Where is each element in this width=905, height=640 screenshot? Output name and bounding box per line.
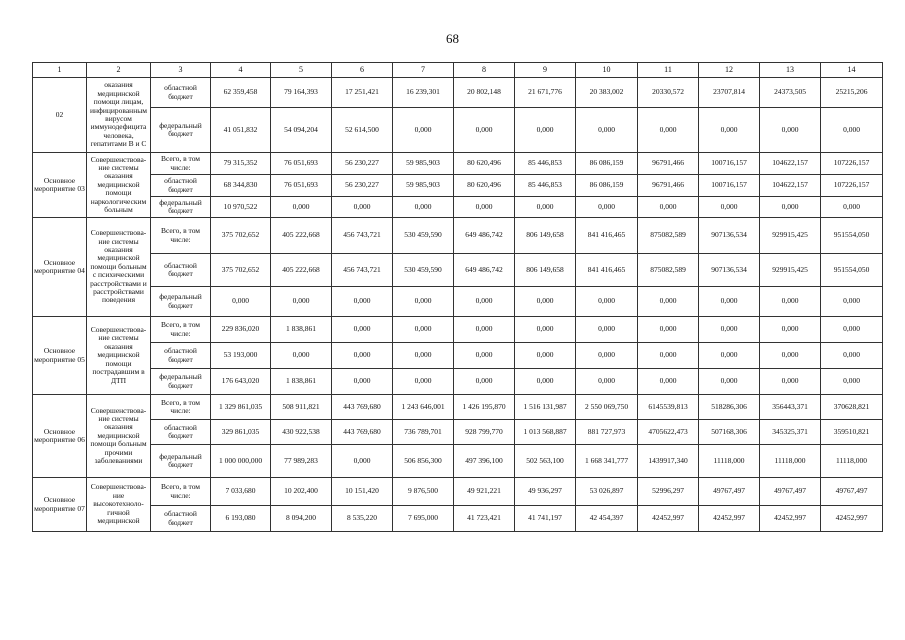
amount-cell: 375 702,652 (211, 218, 271, 254)
amount-cell: 1 329 861,035 (211, 395, 271, 420)
amount-cell: 928 799,770 (454, 420, 515, 445)
table-row (33, 317, 883, 343)
amount-cell: 21 671,776 (515, 78, 576, 108)
amount-cell: 229 836,020 (211, 317, 271, 343)
amount-cell: 0,000 (271, 343, 332, 369)
amount-cell: 0,000 (332, 287, 393, 317)
amount-cell: 0,000 (393, 287, 454, 317)
amount-cell: 0,000 (393, 343, 454, 369)
amount-cell: 96791,466 (638, 153, 699, 175)
amount-cell: 0,000 (760, 343, 821, 369)
amount-cell: 68 344,830 (211, 175, 271, 197)
table-row (33, 254, 883, 287)
amount-cell: 907136,534 (699, 254, 760, 287)
amount-cell: 0,000 (454, 197, 515, 218)
amount-cell: 0,000 (699, 343, 760, 369)
amount-cell: 42452,997 (821, 506, 883, 532)
amount-cell: 107226,157 (821, 153, 883, 175)
table-row (33, 287, 883, 317)
amount-cell: 951554,050 (821, 254, 883, 287)
column-header: 3 (151, 63, 211, 78)
column-header: 8 (454, 63, 515, 78)
activity-code: Основное мероприятие 07 (33, 478, 87, 532)
amount-cell: 0,000 (515, 369, 576, 395)
amount-cell: 85 446,853 (515, 153, 576, 175)
amount-cell: 86 086,159 (576, 175, 638, 197)
amount-cell: 951554,050 (821, 218, 883, 254)
funding-source: областной бюджет (151, 78, 211, 108)
amount-cell: 4705622,473 (638, 420, 699, 445)
amount-cell: 0,000 (638, 343, 699, 369)
amount-cell: 0,000 (515, 317, 576, 343)
amount-cell: 1 013 568,887 (515, 420, 576, 445)
amount-cell: 0,000 (821, 287, 883, 317)
amount-cell: 530 459,590 (393, 254, 454, 287)
amount-cell: 56 230,227 (332, 175, 393, 197)
amount-cell: 100716,157 (699, 175, 760, 197)
amount-cell: 0,000 (515, 343, 576, 369)
amount-cell: 530 459,590 (393, 218, 454, 254)
amount-cell: 1 243 646,001 (393, 395, 454, 420)
column-header: 1 (33, 63, 87, 78)
amount-cell: 41 741,197 (515, 506, 576, 532)
column-header: 7 (393, 63, 454, 78)
amount-cell: 10 202,400 (271, 478, 332, 506)
amount-cell: 0,000 (638, 197, 699, 218)
amount-cell: 0,000 (515, 108, 576, 153)
column-header: 12 (699, 63, 760, 78)
amount-cell: 0,000 (515, 197, 576, 218)
table-row (33, 369, 883, 395)
amount-cell: 907136,534 (699, 218, 760, 254)
table-row (33, 445, 883, 478)
amount-cell: 1 668 341,777 (576, 445, 638, 478)
amount-cell: 929915,425 (760, 254, 821, 287)
amount-cell: 6 193,080 (211, 506, 271, 532)
column-header: 11 (638, 63, 699, 78)
amount-cell: 11118,000 (821, 445, 883, 478)
table-row (33, 153, 883, 175)
amount-cell: 0,000 (393, 369, 454, 395)
amount-cell: 375 702,652 (211, 254, 271, 287)
amount-cell: 0,000 (454, 317, 515, 343)
amount-cell: 0,000 (821, 343, 883, 369)
amount-cell: 1 838,861 (271, 369, 332, 395)
amount-cell: 1 516 131,987 (515, 395, 576, 420)
amount-cell: 0,000 (332, 369, 393, 395)
amount-cell: 0,000 (454, 369, 515, 395)
amount-cell: 0,000 (638, 108, 699, 153)
amount-cell: 176 643,020 (211, 369, 271, 395)
amount-cell: 0,000 (699, 108, 760, 153)
amount-cell: 0,000 (271, 197, 332, 218)
amount-cell: 0,000 (393, 197, 454, 218)
amount-cell: 42 454,397 (576, 506, 638, 532)
amount-cell: 0,000 (271, 287, 332, 317)
amount-cell: 0,000 (576, 108, 638, 153)
amount-cell: 0,000 (576, 317, 638, 343)
funding-source: Всего, в том числе: (151, 317, 211, 343)
funding-source: федеральный бюджет (151, 287, 211, 317)
column-header: 2 (87, 63, 151, 78)
amount-cell: 518286,306 (699, 395, 760, 420)
amount-cell: 104622,157 (760, 153, 821, 175)
amount-cell: 0,000 (393, 108, 454, 153)
amount-cell: 59 985,903 (393, 153, 454, 175)
amount-cell: 25215,206 (821, 78, 883, 108)
amount-cell: 41 723,421 (454, 506, 515, 532)
amount-cell: 0,000 (760, 108, 821, 153)
amount-cell: 2 550 069,750 (576, 395, 638, 420)
funding-source: федеральный бюджет (151, 108, 211, 153)
amount-cell: 0,000 (699, 369, 760, 395)
amount-cell: 0,000 (760, 287, 821, 317)
amount-cell: 52996,297 (638, 478, 699, 506)
amount-cell: 875082,589 (638, 218, 699, 254)
amount-cell: 875082,589 (638, 254, 699, 287)
amount-cell: 1 000 000,000 (211, 445, 271, 478)
amount-cell: 405 222,668 (271, 218, 332, 254)
amount-cell: 52 614,500 (332, 108, 393, 153)
amount-cell: 42452,997 (760, 506, 821, 532)
amount-cell: 430 922,538 (271, 420, 332, 445)
table-row (33, 78, 883, 108)
amount-cell: 841 416,465 (576, 218, 638, 254)
column-header: 6 (332, 63, 393, 78)
amount-cell: 10 151,420 (332, 478, 393, 506)
amount-cell: 54 094,204 (271, 108, 332, 153)
amount-cell: 11118,000 (760, 445, 821, 478)
amount-cell: 104622,157 (760, 175, 821, 197)
funding-source: Всего, в том числе: (151, 218, 211, 254)
activity-name: Совершенствова-ние высокотехноло-гичной медицинской (87, 478, 151, 532)
amount-cell: 20 383,002 (576, 78, 638, 108)
amount-cell: 0,000 (699, 287, 760, 317)
amount-cell: 100716,157 (699, 153, 760, 175)
amount-cell: 443 769,680 (332, 420, 393, 445)
activity-code: Основное мероприятие 04 (33, 218, 87, 317)
amount-cell: 0,000 (821, 197, 883, 218)
amount-cell: 356443,371 (760, 395, 821, 420)
amount-cell: 9 876,500 (393, 478, 454, 506)
amount-cell: 11118,000 (699, 445, 760, 478)
amount-cell: 0,000 (332, 343, 393, 369)
table-row (33, 395, 883, 420)
amount-cell: 507168,306 (699, 420, 760, 445)
amount-cell: 49 936,297 (515, 478, 576, 506)
page-number: 68 (446, 31, 459, 46)
funding-source: федеральный бюджет (151, 445, 211, 478)
amount-cell: 0,000 (393, 317, 454, 343)
amount-cell: 649 486,742 (454, 254, 515, 287)
activity-name: оказания медицинской помощи лицам, инфицированным вирусом иммунодефицита человека, гепатитами В и С (87, 78, 151, 153)
amount-cell: 76 051,693 (271, 153, 332, 175)
amount-cell: 0,000 (515, 287, 576, 317)
amount-cell: 8 094,200 (271, 506, 332, 532)
activity-name: Совершенствова-ние системы оказания медицинской помощи больным прочими заболеваниями (87, 395, 151, 478)
amount-cell: 85 446,853 (515, 175, 576, 197)
amount-cell: 0,000 (638, 287, 699, 317)
amount-cell: 329 861,035 (211, 420, 271, 445)
table-row (33, 197, 883, 218)
funding-source: областной бюджет (151, 254, 211, 287)
amount-cell: 8 535,220 (332, 506, 393, 532)
funding-source: областной бюджет (151, 343, 211, 369)
amount-cell: 0,000 (821, 369, 883, 395)
amount-cell: 53 026,897 (576, 478, 638, 506)
amount-cell: 0,000 (576, 197, 638, 218)
column-header: 4 (211, 63, 271, 78)
amount-cell: 1 426 195,870 (454, 395, 515, 420)
amount-cell: 506 856,300 (393, 445, 454, 478)
activity-code: Основное мероприятие 03 (33, 153, 87, 218)
amount-cell: 24373,505 (760, 78, 821, 108)
amount-cell: 20330,572 (638, 78, 699, 108)
budget-table (32, 62, 883, 532)
funding-source: областной бюджет (151, 506, 211, 532)
activity-name: Совершенствова-ние системы оказания медицинской помощи пострадавшим в ДТП (87, 317, 151, 395)
column-header: 9 (515, 63, 576, 78)
amount-cell: 456 743,721 (332, 218, 393, 254)
amount-cell: 0,000 (211, 287, 271, 317)
amount-cell: 10 970,522 (211, 197, 271, 218)
funding-source: федеральный бюджет (151, 369, 211, 395)
amount-cell: 0,000 (332, 197, 393, 218)
amount-cell: 0,000 (454, 343, 515, 369)
amount-cell: 0,000 (576, 287, 638, 317)
amount-cell: 0,000 (576, 343, 638, 369)
amount-cell: 49767,497 (821, 478, 883, 506)
amount-cell: 7 033,680 (211, 478, 271, 506)
amount-cell: 59 985,903 (393, 175, 454, 197)
amount-cell: 0,000 (760, 197, 821, 218)
amount-cell: 841 416,465 (576, 254, 638, 287)
amount-cell: 0,000 (821, 317, 883, 343)
amount-cell: 0,000 (699, 197, 760, 218)
amount-cell: 0,000 (699, 317, 760, 343)
amount-cell: 79 164,393 (271, 78, 332, 108)
column-header: 10 (576, 63, 638, 78)
amount-cell: 0,000 (760, 369, 821, 395)
amount-cell: 0,000 (638, 369, 699, 395)
amount-cell: 0,000 (638, 317, 699, 343)
amount-cell: 42452,997 (638, 506, 699, 532)
amount-cell: 0,000 (760, 317, 821, 343)
table-row (33, 478, 883, 506)
amount-cell: 41 051,832 (211, 108, 271, 153)
amount-cell: 20 802,148 (454, 78, 515, 108)
activity-code: Основное мероприятие 05 (33, 317, 87, 395)
amount-cell: 443 769,680 (332, 395, 393, 420)
amount-cell: 345325,371 (760, 420, 821, 445)
amount-cell: 508 911,821 (271, 395, 332, 420)
amount-cell: 497 396,100 (454, 445, 515, 478)
amount-cell: 736 789,701 (393, 420, 454, 445)
funding-source: Всего, в том числе: (151, 153, 211, 175)
amount-cell: 80 620,496 (454, 153, 515, 175)
table-row (33, 218, 883, 254)
amount-cell: 49767,497 (760, 478, 821, 506)
amount-cell: 42452,997 (699, 506, 760, 532)
amount-cell: 0,000 (332, 445, 393, 478)
amount-cell: 405 222,668 (271, 254, 332, 287)
amount-cell: 80 620,496 (454, 175, 515, 197)
funding-source: Всего, в том числе: (151, 395, 211, 420)
amount-cell: 56 230,227 (332, 153, 393, 175)
amount-cell: 1 838,861 (271, 317, 332, 343)
amount-cell: 1439917,340 (638, 445, 699, 478)
amount-cell: 456 743,721 (332, 254, 393, 287)
amount-cell: 806 149,658 (515, 254, 576, 287)
amount-cell: 7 695,000 (393, 506, 454, 532)
amount-cell: 77 989,283 (271, 445, 332, 478)
amount-cell: 0,000 (454, 287, 515, 317)
table-row (33, 506, 883, 532)
amount-cell: 929915,425 (760, 218, 821, 254)
column-header: 5 (271, 63, 332, 78)
activity-name: Совершенствова-ние системы оказания медицинской помощи больным с психическими расстройствами и расстройствами поведения (87, 218, 151, 317)
amount-cell: 6145539,813 (638, 395, 699, 420)
amount-cell: 806 149,658 (515, 218, 576, 254)
funding-source: областной бюджет (151, 175, 211, 197)
column-header: 14 (821, 63, 883, 78)
amount-cell: 62 359,458 (211, 78, 271, 108)
amount-cell: 649 486,742 (454, 218, 515, 254)
table-body (33, 63, 883, 532)
amount-cell: 0,000 (821, 108, 883, 153)
activity-code: 02 (33, 78, 87, 153)
amount-cell: 76 051,693 (271, 175, 332, 197)
amount-cell: 79 315,352 (211, 153, 271, 175)
table-row (33, 420, 883, 445)
amount-cell: 96791,466 (638, 175, 699, 197)
amount-cell: 49767,497 (699, 478, 760, 506)
activity-code: Основное мероприятие 06 (33, 395, 87, 478)
amount-cell: 881 727,973 (576, 420, 638, 445)
funding-source: Всего, в том числе: (151, 478, 211, 506)
amount-cell: 107226,157 (821, 175, 883, 197)
header-row (33, 63, 883, 78)
amount-cell: 0,000 (454, 108, 515, 153)
amount-cell: 86 086,159 (576, 153, 638, 175)
amount-cell: 0,000 (332, 317, 393, 343)
amount-cell: 502 563,100 (515, 445, 576, 478)
funding-source: областной бюджет (151, 420, 211, 445)
activity-name: Совершенствова-ние системы оказания медицинской помощи наркологическим больным (87, 153, 151, 218)
amount-cell: 23707,814 (699, 78, 760, 108)
amount-cell: 53 193,000 (211, 343, 271, 369)
amount-cell: 49 921,221 (454, 478, 515, 506)
amount-cell: 16 239,301 (393, 78, 454, 108)
funding-source: федеральный бюджет (151, 197, 211, 218)
table-row (33, 343, 883, 369)
amount-cell: 17 251,421 (332, 78, 393, 108)
amount-cell: 359510,821 (821, 420, 883, 445)
table-row (33, 175, 883, 197)
amount-cell: 370628,821 (821, 395, 883, 420)
table-row (33, 108, 883, 153)
amount-cell: 0,000 (576, 369, 638, 395)
column-header: 13 (760, 63, 821, 78)
